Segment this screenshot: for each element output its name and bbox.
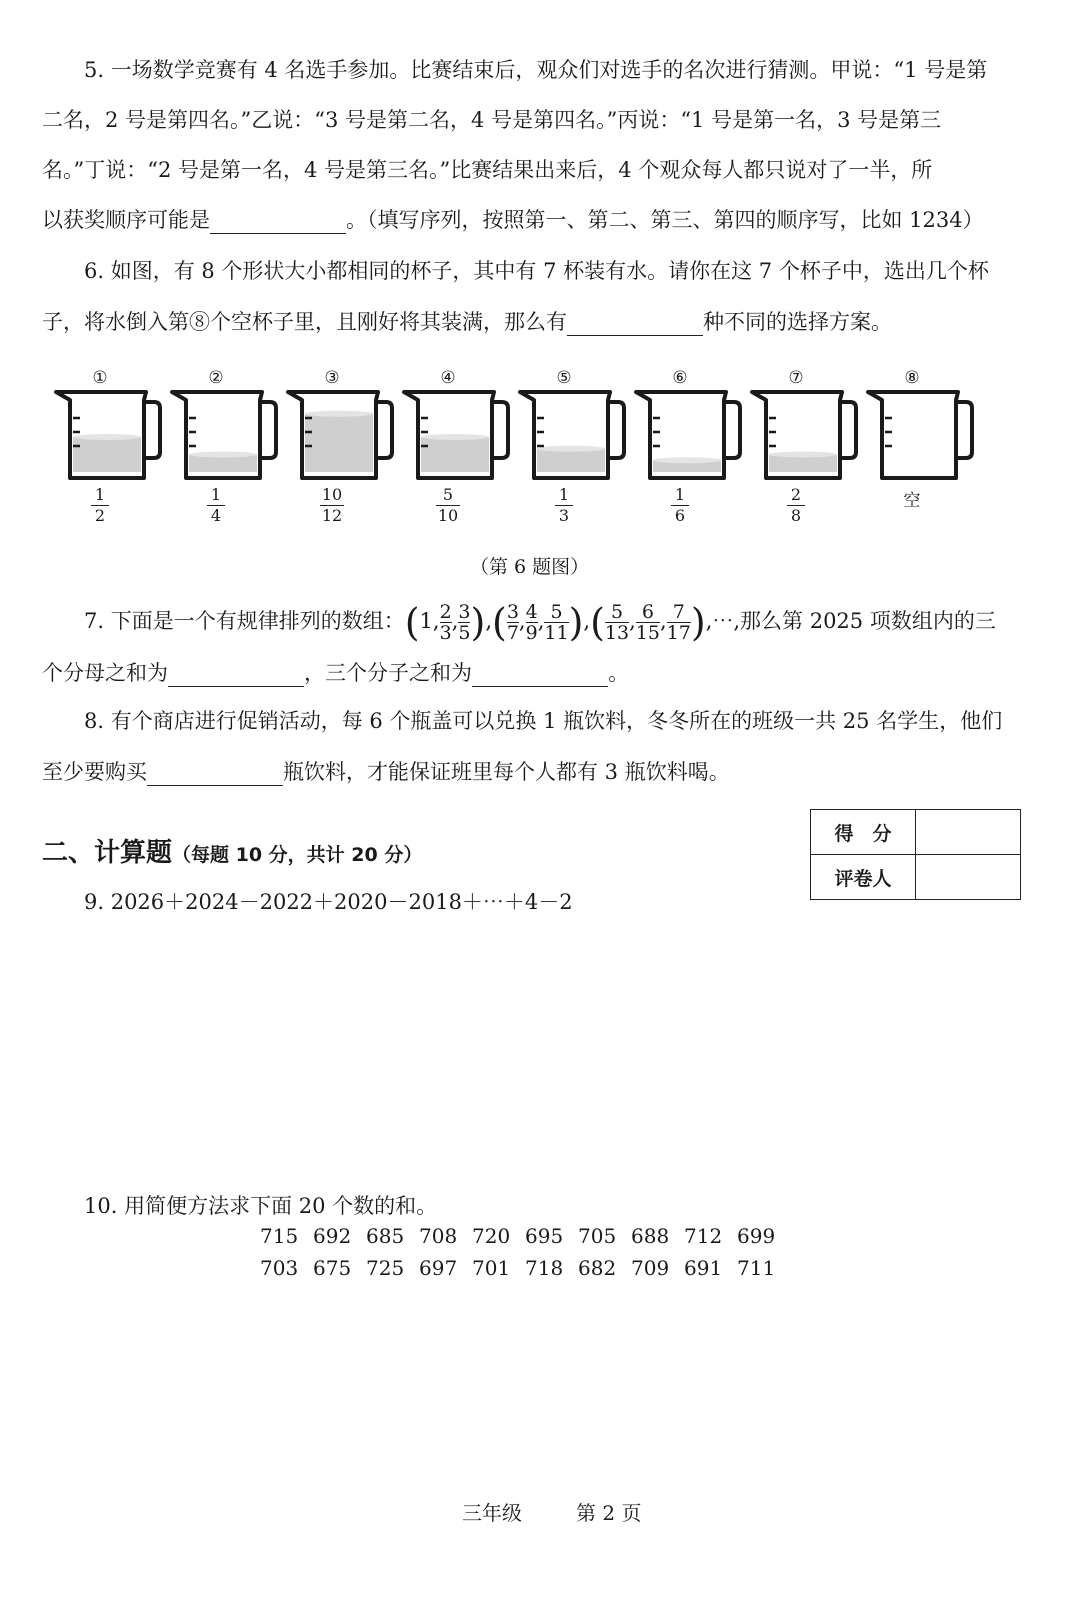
score-label: 得 分 [811, 810, 916, 855]
sequence-integer: 1 [419, 609, 433, 633]
q8-line1: 8. 有个商店进行促销活动，每 6 个瓶盖可以兑换 1 瓶饮料，冬冬所在的班级一共 25 名学生，他们 [84, 709, 1003, 733]
water-level [421, 437, 489, 472]
cups-figure [50, 368, 1050, 538]
water-level [537, 449, 605, 472]
q10-text: 10. 用简便方法求下面 20 个数的和。 [84, 1194, 438, 1218]
right-paren: ) [690, 600, 706, 645]
cup-8 [862, 368, 978, 538]
fraction-denominator: 4 [210, 506, 222, 525]
fraction-numerator: 5 [442, 485, 454, 504]
beaker-icon [398, 386, 514, 482]
footer-grade: 三年级 [462, 1501, 522, 1525]
section-heading [42, 832, 422, 869]
cup-1 [50, 368, 166, 538]
item-comma: , [518, 609, 526, 633]
number-cell: 695 [525, 1224, 564, 1248]
fraction-denominator: 10 [437, 506, 459, 525]
beaker-handle [840, 402, 856, 458]
sequence-fraction: $\frac{5}{11}$ [544, 601, 569, 644]
number-cell: 711 [737, 1256, 776, 1280]
number-cell: 685 [366, 1224, 405, 1248]
cup-number-label: ④ [440, 368, 456, 388]
water-surface [421, 434, 489, 440]
q7-numerator-blank[interactable] [472, 664, 608, 687]
q6-line2-rest: 种不同的选择方案。 [703, 310, 892, 334]
beaker-icon [630, 386, 746, 482]
q7-line2 [42, 657, 629, 687]
cup-fraction [302, 486, 362, 525]
q5-line1: 5. 一场数学竞赛有 4 名选手参加。比赛结束后，观众们对选手的名次进行猜测。甲说：“1 号是第 [84, 58, 988, 82]
q5-line4 [42, 204, 984, 234]
cup-fraction [70, 486, 130, 525]
section-title: 二、计算题 [42, 838, 173, 868]
q7-prefix: 7. 下面是一个有规律排列的数组： [84, 609, 405, 633]
q7-suffix: ,⋯,那么第 2025 项数组内的三 [705, 609, 996, 633]
beaker-handle [260, 402, 276, 458]
grader-cell[interactable] [916, 855, 1021, 900]
beaker-handle [144, 402, 160, 458]
right-paren: ) [470, 600, 486, 645]
cup-number-label: ⑧ [904, 368, 920, 388]
item-comma: , [537, 609, 545, 633]
water-level [305, 414, 373, 472]
number-cell: 709 [631, 1256, 670, 1280]
beaker-icon [50, 386, 166, 482]
cup-6 [630, 368, 746, 538]
group-comma: , [583, 609, 591, 633]
cup-3 [282, 368, 398, 538]
q7-denominator-blank[interactable] [168, 664, 304, 687]
water-surface [769, 452, 837, 458]
number-cell: 682 [578, 1256, 617, 1280]
sequence-fraction: $\frac{7}{17}$ [666, 601, 691, 644]
cup-number-label: ② [208, 368, 224, 388]
cup-5 [514, 368, 630, 538]
fraction-numerator: 1 [210, 485, 222, 504]
cup-number-label: ③ [324, 368, 340, 388]
q5-line4-rest: 。（填写序列，按照第一、第二、第三、第四的顺序写，比如 1234） [346, 208, 984, 232]
empty-label: 空 [903, 491, 921, 511]
sequence-fraction: $\frac{6}{15}$ [635, 601, 660, 644]
cup-number-label: ⑦ [788, 368, 804, 388]
q6-line1: 6. 如图，有 8 个形状大小都相同的杯子，其中有 7 杯装有水。请你在这 7 个杯子中，选出几个杯 [84, 259, 989, 283]
q9-text: 9. 2026＋2024－2022＋2020－2018＋⋯＋4－2 [84, 890, 573, 914]
number-cell: 692 [313, 1224, 352, 1248]
cup-fraction [186, 486, 246, 525]
fraction-denominator: 12 [321, 506, 343, 525]
q7-line2-text: 个分母之和为 [42, 661, 168, 685]
number-cell: 697 [419, 1256, 458, 1280]
number-cell: 699 [737, 1224, 776, 1248]
q8-line2 [42, 756, 730, 786]
beaker-icon [746, 386, 862, 482]
water-surface [537, 446, 605, 452]
sequence-fraction: $\frac{2}{3}$ [439, 601, 452, 644]
q8-line2-text: 至少要购买 [42, 760, 147, 784]
beaker-handle [376, 402, 392, 458]
right-paren: ) [568, 600, 584, 645]
cup-4 [398, 368, 514, 538]
water-surface [305, 411, 373, 417]
q8-answer-blank[interactable] [147, 763, 283, 786]
fraction-numerator: 2 [790, 485, 802, 504]
sequence-fraction: $\frac{4}{9}$ [525, 601, 538, 644]
cup-fraction [418, 486, 478, 525]
number-cell: 705 [578, 1224, 617, 1248]
cup-7 [746, 368, 862, 538]
q5-answer-blank[interactable] [210, 211, 346, 234]
cup-fraction [534, 486, 594, 525]
beaker-icon [862, 386, 978, 482]
fraction-numerator: 1 [94, 485, 106, 504]
q6-line2-text: 子，将水倒入第⑧个空杯子里，且刚好将其装满，那么有 [42, 310, 567, 334]
fraction-denominator: 6 [674, 506, 686, 525]
cup-number-label: ⑤ [556, 368, 572, 388]
q5-line3: 名。”丁说：“2 号是第一名，4 号是第三名。”比赛结果出来后，4 个观众每人都只说对了一半，所 [42, 158, 933, 182]
fraction-denominator: 8 [790, 506, 802, 525]
number-cell: 712 [684, 1224, 723, 1248]
score-cell[interactable] [916, 810, 1021, 855]
q6-answer-blank[interactable] [567, 313, 703, 336]
cup-number-label: ⑥ [672, 368, 688, 388]
water-surface [73, 434, 141, 440]
beaker-handle [492, 402, 508, 458]
q8-line2-rest: 瓶饮料，才能保证班里每个人都有 3 瓶饮料喝。 [283, 760, 730, 784]
number-cell: 701 [472, 1256, 511, 1280]
water-surface [653, 457, 721, 463]
number-cell: 718 [525, 1256, 564, 1280]
item-comma: , [629, 609, 636, 633]
beaker-handle [608, 402, 624, 458]
fraction-denominator: 3 [558, 506, 570, 525]
cup-fraction [766, 486, 826, 525]
q7-sequence [404, 600, 706, 645]
q7-line1 [84, 596, 996, 648]
fraction-denominator: 2 [94, 506, 106, 525]
beaker-icon [282, 386, 398, 482]
item-comma: , [432, 609, 440, 633]
item-comma: , [451, 609, 459, 633]
beaker-icon [166, 386, 282, 482]
number-cell: 715 [260, 1224, 299, 1248]
number-cell: 675 [313, 1256, 352, 1280]
cup-fraction [650, 486, 710, 525]
left-paren: ( [492, 600, 507, 645]
number-cell: 725 [366, 1256, 405, 1280]
group-comma: , [485, 609, 492, 633]
beaker-handle [956, 402, 972, 458]
numbers-row-1 [260, 1224, 790, 1248]
left-paren: ( [404, 600, 420, 645]
beaker-handle [724, 402, 740, 458]
number-cell: 691 [684, 1256, 723, 1280]
fraction-numerator: 1 [558, 485, 570, 504]
fraction-numerator: 1 [674, 485, 686, 504]
footer-page: 第 2 页 [576, 1501, 642, 1525]
q6-line2 [42, 306, 892, 336]
page-footer [462, 1497, 641, 1526]
number-cell: 720 [472, 1224, 511, 1248]
number-cell: 703 [260, 1256, 299, 1280]
number-cell: 708 [419, 1224, 458, 1248]
grader-label: 评卷人 [811, 855, 916, 900]
fraction-numerator: 10 [321, 485, 343, 504]
item-comma: , [659, 609, 667, 633]
beaker-icon [514, 386, 630, 482]
water-surface [189, 452, 257, 458]
sequence-fraction: $\frac{3}{5}$ [458, 601, 471, 644]
cup-2 [166, 368, 282, 538]
sequence-fraction: $\frac{3}{7}$ [506, 601, 519, 644]
section-note: （每题 10 分，共计 20 分） [172, 844, 423, 866]
sequence-fraction: $\frac{5}{13}$ [604, 601, 630, 644]
number-cell: 688 [631, 1224, 670, 1248]
numbers-row-2 [260, 1256, 790, 1280]
figure-caption: （第 6 题图） [470, 556, 590, 578]
score-table [810, 809, 1021, 900]
left-paren: ( [590, 600, 605, 645]
q7-line2-end: 。 [608, 661, 629, 685]
q5-line4-text: 以获奖顺序可能是 [42, 208, 210, 232]
beaker-outline [868, 392, 958, 478]
q7-line2-mid: ，三个分子之和为 [304, 661, 472, 685]
q5-line2: 二名，2 号是第四名。”乙说：“3 号是第二名，4 号是第四名。”丙说：“1 号是第一名，3 号是第三 [42, 108, 942, 132]
water-level [73, 437, 141, 472]
cup-number-label: ① [92, 368, 108, 388]
